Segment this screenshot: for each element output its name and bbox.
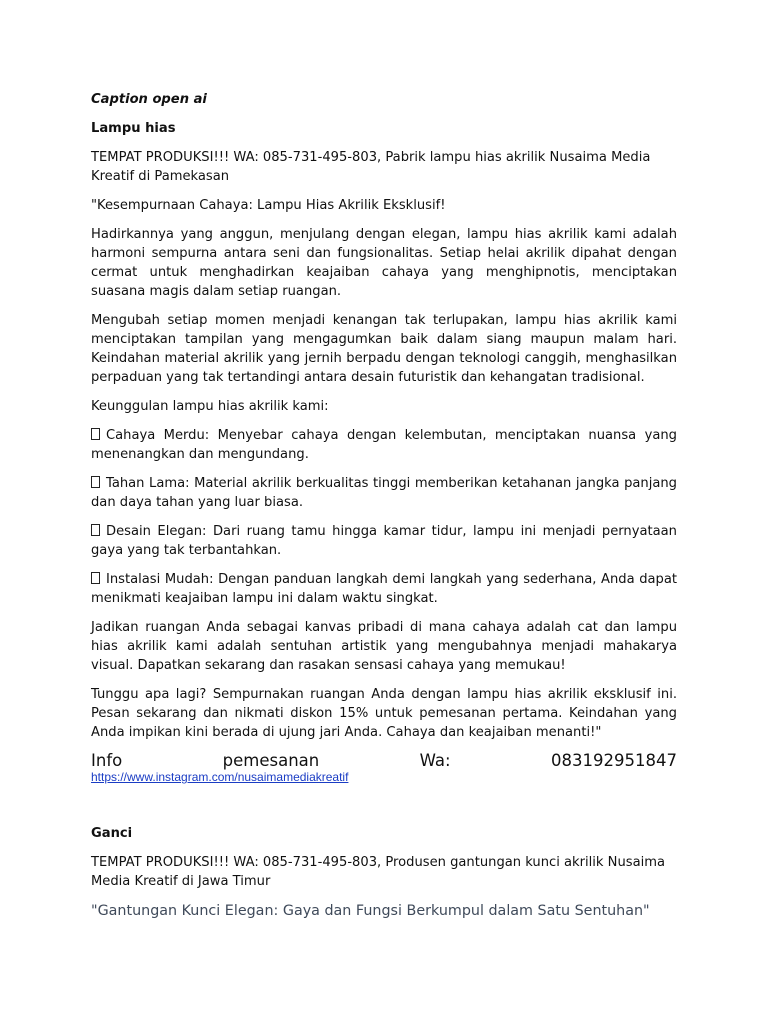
ganci-quote: "Gantungan Kunci Elegan: Gaya dan Fungsi Berkumpul dalam Satu Sentuhan" [91, 903, 650, 919]
missing-glyph-icon [91, 524, 100, 536]
order-info-line [91, 752, 677, 770]
section-title-ganci: Ganci [91, 826, 133, 841]
bullet-item [91, 474, 677, 512]
transform-paragraph: Mengubah setiap momen menjadi kenangan tak terlupakan, lampu hias akrilik kami menciptakan tampilan yang mengagumkan baik dalam siang maupun malam hari. Keindahan material akrilik yang jernih berpadu dengan teknologi canggih, menghasilkan perpaduan yang tak tertandingi antara desain futuristik dan kehangatan tradisional. [91, 313, 677, 385]
info-word: Info [91, 751, 123, 770]
bullet-item [91, 570, 677, 608]
cta-paragraph: Tunggu apa lagi? Sempurnakan ruangan Anda dengan lampu hias akrilik eksklusif ini. Pesan sekarang dan nikmati diskon 15% untuk pemesanan pertama. Keindahan yang Anda impikan kini berada di ujung jari Anda. Cahaya dan keajaiban menanti!" [91, 687, 677, 740]
missing-glyph-icon [91, 428, 100, 440]
document-body [91, 90, 677, 921]
info-word: pemesanan [222, 751, 320, 770]
bullet-text: Cahaya Merdu: Menyebar cahaya dengan kelembutan, menciptakan nuansa yang menenangkan dan mengundang. [91, 428, 677, 462]
instagram-link[interactable]: https://www.instagram.com/nusaimamediakreatif [91, 770, 349, 784]
caption-heading: Caption open ai [91, 92, 207, 107]
production-paragraph-2: TEMPAT PRODUKSI!!! WA: 085-731-495-803, Produsen gantungan kunci akrilik Nusaima Media Kreatif di Jawa Timur [91, 855, 666, 889]
section-title-lampu-hias: Lampu hias [91, 121, 176, 136]
info-word: Wa: [419, 751, 451, 770]
bullet-item [91, 522, 677, 560]
bullet-text: Instalasi Mudah: Dengan panduan langkah demi langkah yang sederhana, Anda dapat menikmati keajaiban lampu ini dalam waktu singkat. [91, 572, 677, 606]
advantages-heading: Keunggulan lampu hias akrilik kami: [91, 399, 329, 414]
whatsapp-number: 083192951847 [550, 751, 677, 770]
canvas-paragraph: Jadikan ruangan Anda sebagai kanvas pribadi di mana cahaya adalah cat dan lampu hias akrilik kami adalah sentuhan artistik yang mengubahnya menjadi mahakarya visual. Dapatkan sekarang dan rasakan sensasi cahaya yang memukau! [91, 620, 677, 673]
production-paragraph: TEMPAT PRODUKSI!!! WA: 085-731-495-803, Pabrik lampu hias akrilik Nusaima Media Kreatif di Pamekasan [91, 150, 651, 184]
quote-paragraph: "Kesempurnaan Cahaya: Lampu Hias Akrilik Eksklusif! [91, 198, 446, 213]
missing-glyph-icon [91, 572, 100, 584]
bullet-text: Desain Elegan: Dari ruang tamu hingga kamar tidur, lampu ini menjadi pernyataan gaya yang tak terbantahkan. [91, 524, 677, 558]
intro-paragraph: Hadirkannya yang anggun, menjulang dengan elegan, lampu hias akrilik kami adalah harmoni sempurna antara seni dan fungsionalitas. Setiap helai akrilik dipahat dengan cermat untuk menghadirkan keajaiban cahaya yang menghipnotis, menciptakan suasana magis dalam setiap ruangan. [91, 227, 677, 299]
bullet-text: Tahan Lama: Material akrilik berkualitas tinggi memberikan ketahanan jangka panjang dan daya tahan yang luar biasa. [91, 476, 677, 510]
bullet-item [91, 426, 677, 464]
missing-glyph-icon [91, 476, 100, 488]
